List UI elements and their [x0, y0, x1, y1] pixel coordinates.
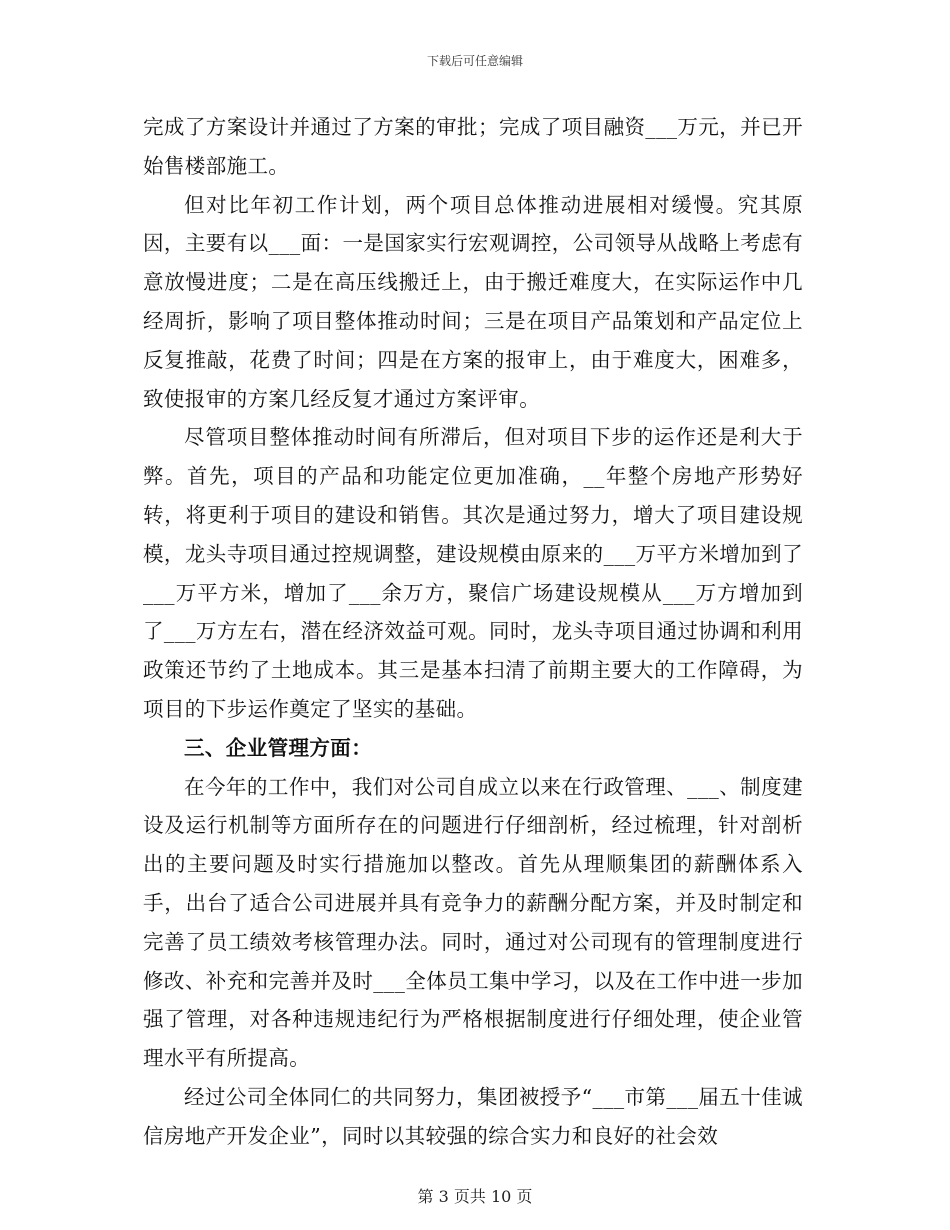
- paragraph-awards: 经过公司全体同仁的共同努力，集团被授予“___市第___届五十佳诚信房地产开发企业”，同时以其较强的综合实力和良好的社会效: [143, 1084, 803, 1148]
- paragraph-project-benefits: 尽管项目整体推动时间有所滞后，但对项目下步的运作还是利大于弊。首先，项目的产品和功能定位更加准确，__年整个房地产形势好转，将更利于项目的建设和销售。其次是通过努力，增大了项目建设规模，龙头寺项目通过控规调整，建设规模由原来的___万平方米增加到了___万平方米，增加了___余万方，聚信广场建设规模从___万方增加到了___万方左右，潜在经济效益可观。同时，龙头寺项目通过协调和利用政策还节约了土地成本。其三是基本扫清了前期主要大的工作障碍，为项目的下步运作奠定了坚实的基础。: [143, 425, 803, 721]
- page-header-note: 下载后可任意编辑: [426, 54, 523, 68]
- paragraph-management-reform: 在今年的工作中，我们对公司自成立以来在行政管理、___、制度建设及运行机制等方面所存在的问题进行仔细剖析，经过梳理，针对剖析出的主要问题及时实行措施加以整改。首先从理顺集团的薪酬体系入手，出台了适合公司进展并具有竞争力的薪酬分配方案，并及时制定和完善了员工绩效考核管理办法。同时，通过对公司现有的管理制度进行修改、补充和完善并及时___全体员工集中学习，以及在工作中进一步加强了管理，对各种违规违纪行为严格根据制度进行仔细处理，使企业管理水平有所提高。: [143, 774, 803, 1071]
- document-body: [143, 108, 803, 1156]
- page-number: 第 3 页共 10 页: [417, 1187, 533, 1206]
- paragraph-progress-reasons: 但对比年初工作计划，两个项目总体推动进展相对缓慢。究其原因，主要有以___面：一是国家实行宏观调控，公司领导从战略上考虑有意放慢进度；二是在高压线搬迁上，由于搬迁难度大，在实际运作中几经周折，影响了项目整体推动时间；三是在项目产品策划和产品定位上反复推敲，花费了时间；四是在方案的报审上，由于难度大，困难多，致使报审的方案几经反复才通过方案评审。: [143, 192, 803, 411]
- paragraph-continuation: 完成了方案设计并通过了方案的审批；完成了项目融资___万元，并已开始售楼部施工。: [143, 115, 803, 178]
- section-heading-enterprise-management: 三、企业管理方面：: [184, 735, 373, 760]
